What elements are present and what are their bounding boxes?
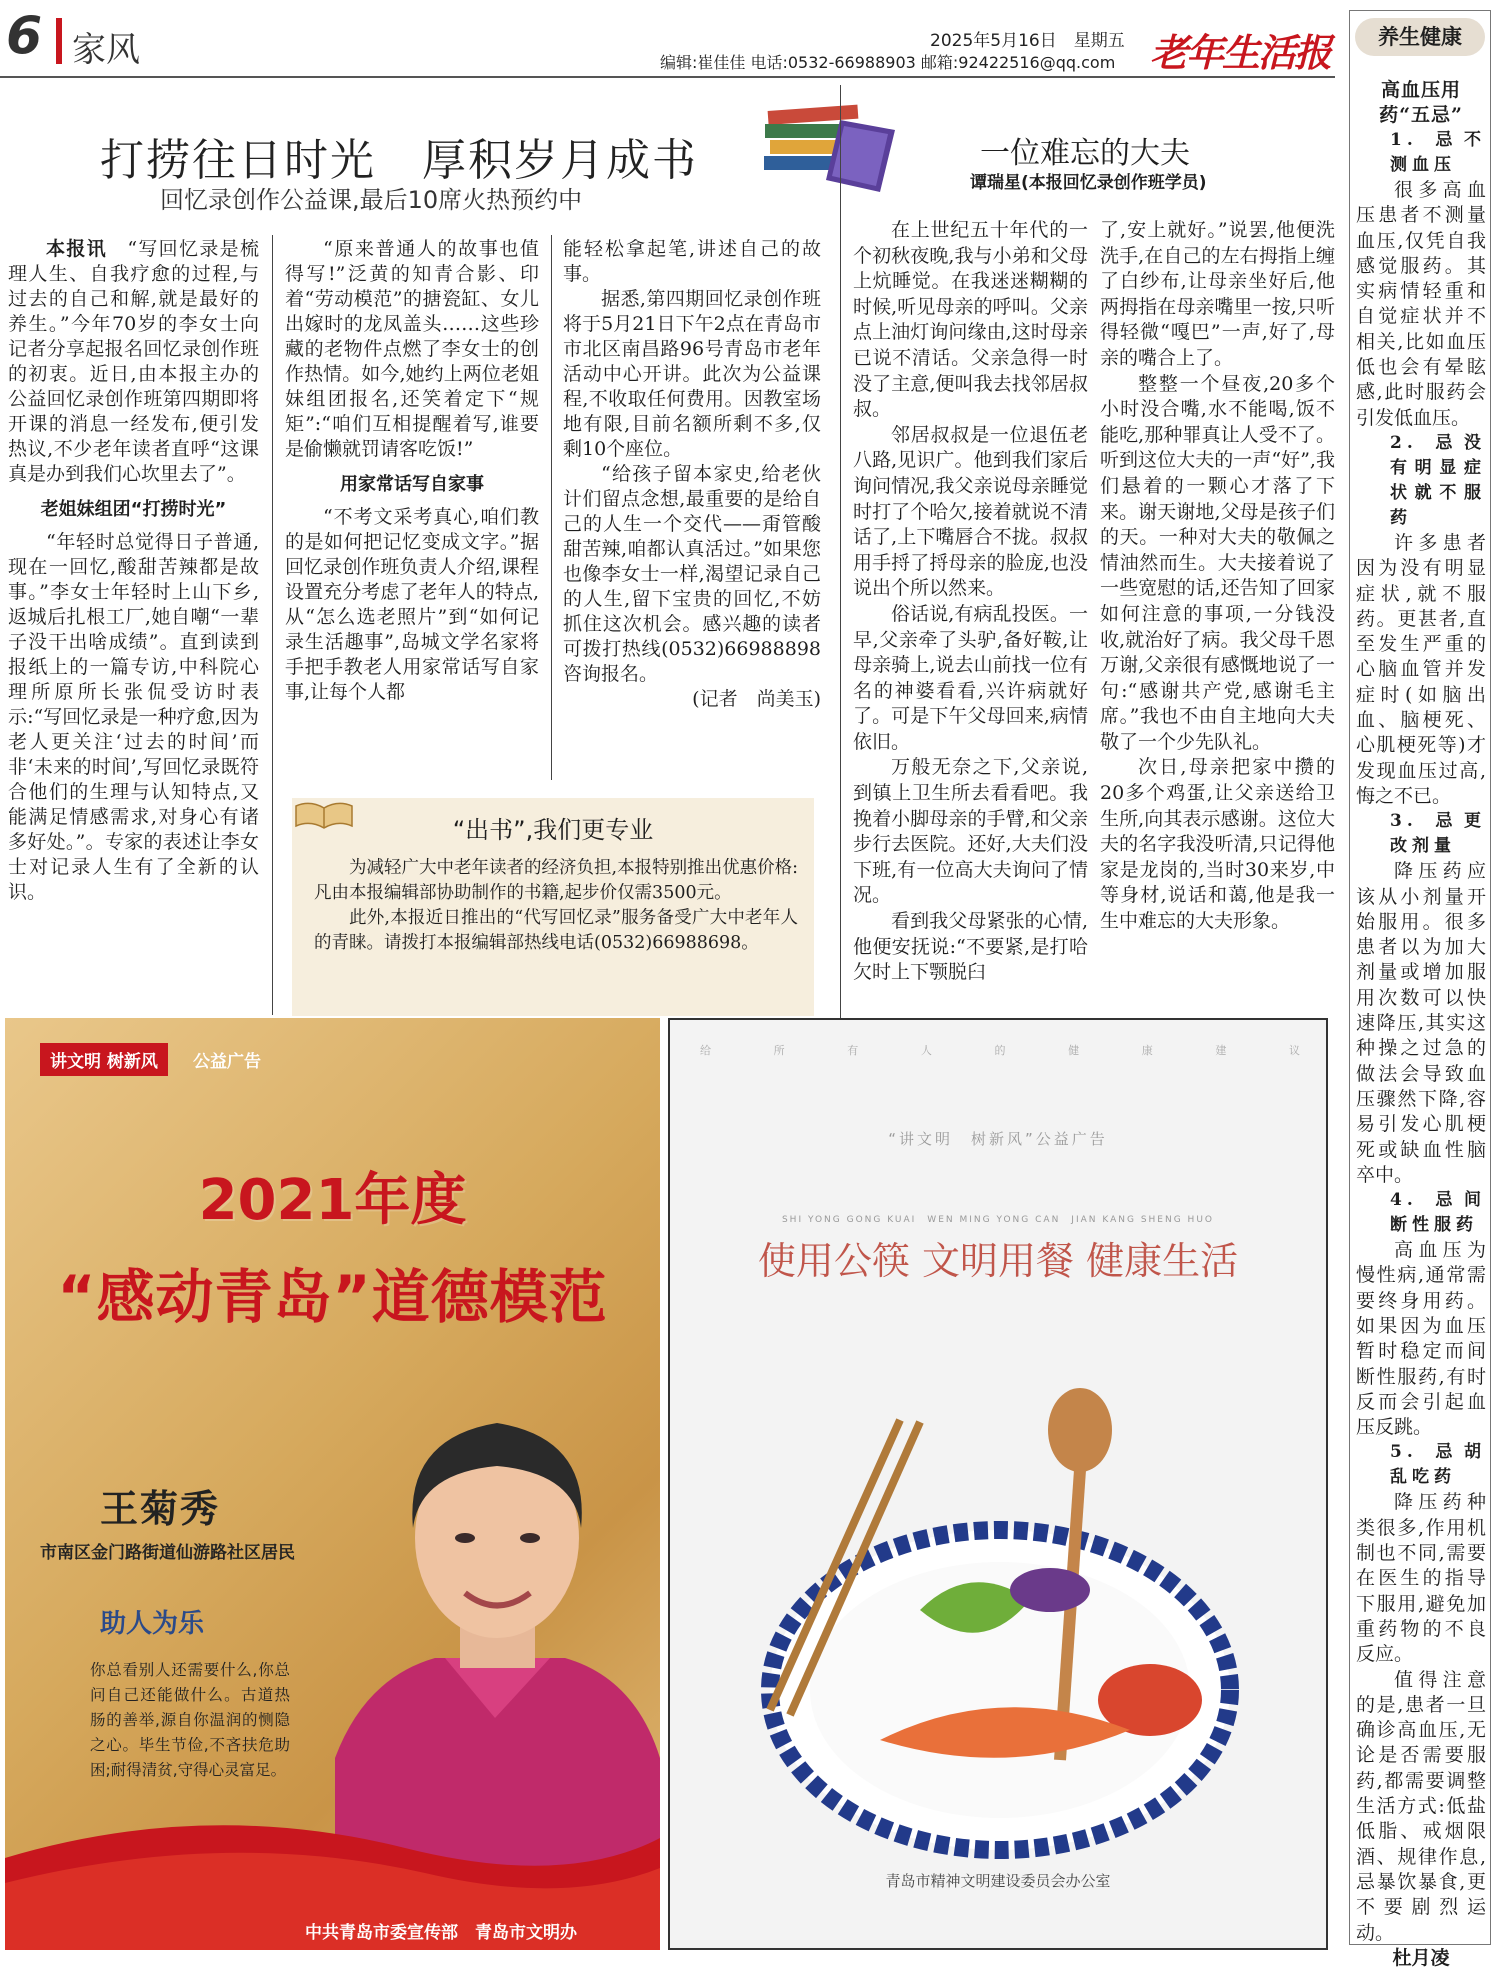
article1-paragraph: “年轻时总觉得日子普通,现在一回忆,酸甜苦辣都是故事。”李女士年轻时上山下乡,返城后扎根工厂,她自嘲“一辈子没干出啥成绩”。直到读到报纸上的一篇专访,中科院心理所原所长张侃受访时表示:“写回忆录是一种疗愈,因为老人更关注‘过去的时间’而非‘未来的时间’,写回忆录既符合他们的生理与认知特点,又能满足情感需求,对身心有诸多好处。”。专家的表述让李女士对记录人生有了全新的认识。: [8, 531, 259, 903]
top-char: 所: [773, 1044, 785, 1057]
article1-paragraph: “原来普通人的故事也值得写!”泛黄的知青合影、印着“劳动模范”的搪瓷缸、女儿出嫁时的龙凤盖头……这些珍藏的老物件点燃了李女士的创作热情。如今,她约上两位老姐妹组团报名,还笑着定下“规矩”:“咱们互相提醒着写,谁要是偷懒就罚请客吃饭!”: [285, 238, 539, 460]
top-char: 的: [994, 1044, 1006, 1057]
section-divider-bar: [56, 18, 62, 64]
article1-column-2: [285, 237, 539, 705]
top-char: 建: [1215, 1044, 1227, 1057]
model-address: 市南区金门路街道仙游路社区居民: [40, 1543, 295, 1563]
promo-body: [314, 856, 798, 956]
sidebar-subhead: 5. 忌胡乱吃药: [1390, 1442, 1486, 1488]
article2-paragraph: 邻居叔叔是一位退伍老八路,见识广。他到我们家后询问情况,我父亲说母亲睡觉时打了个哈欠,接着就说不清话了,上下嘴唇合不拢。叔叔用手捋了捋母亲的脸庞,也没说出个所以然来。: [853, 423, 1088, 600]
masthead-rule: [0, 76, 1335, 78]
top-char: 议: [1289, 1044, 1300, 1057]
sidebar-paragraph: 降压药应该从小剂量开始服用。很多患者以为加大剂量或增加服用次数可以快速降压,其实这种操之过急的做法会导致血压骤然下降,容易引发心肌梗死或缺血性脑卒中。: [1356, 860, 1486, 1186]
article2-paragraph: 在上世纪五十年代的一个初秋夜晚,我与小弟和父母上炕睡觉。在我迷迷糊糊的时候,听见母亲的呼叫。父亲点上油灯询问缘由,这时母亲已说不清话。父亲急得一时没了主意,便叫我去找邻居叔叔。: [853, 219, 1088, 421]
article1-column-1: [8, 237, 259, 905]
article2-paragraph: 万般无奈之下,父亲说,到镇上卫生所去看看吧。我挽着小脚母亲的手臂,和父亲步行去医院。还好,大夫们没下班,有一位高大夫询问了情况。: [853, 756, 1088, 907]
section-name: 家风: [72, 30, 140, 70]
ad-title: “感动青岛”道德模范: [57, 1263, 608, 1331]
article2-paragraph: 整整一个昼夜,20多个小时没合嘴,水不能喝,饭不能吃,那种罪真让人受不了。听到这位大夫的一声“好”,我们悬着的一颗心才落了下来。谢天谢地,父母是孩子们的天。一种对大夫的敬佩之情油然而生。大夫接着说了一些宽慰的话,还告知了回家如何注意的事项,一分钱没收,就治好了病。我父母千恩万谢,父亲很有感慨地说了一句:“感谢共产党,感谢毛主席。”我也不由自主地向大夫敬了一个少先队礼。: [1100, 372, 1335, 753]
sidebar-paragraph: 很多高血压患者不测量血压,仅凭自我感觉服药。其实病情轻重和自觉症状并不相关,比如血压低也会有晕眩感,此时服药会引发低血压。: [1356, 179, 1486, 429]
ad-pinyin: SHI YONG GONG KUAI WEN MING YONG CAN JIAN KANG SHENG HUO: [781, 1215, 1215, 1225]
column-rule: [272, 235, 273, 1015]
model-name: 王菊秀: [100, 1487, 221, 1531]
sidebar-body: [1356, 78, 1486, 1971]
article2-author: 谭瑞星(本报回忆录创作班学员): [970, 173, 1207, 193]
plate-illustration: [750, 1360, 1250, 1860]
newspaper-logo: 老年生活报: [1150, 30, 1331, 75]
article-headline: 打捞往日时光 厚积岁月成书: [100, 135, 698, 186]
article-deck: 回忆录创作公益课,最后10席火热预约中: [160, 186, 583, 214]
issue-date: 2025年5月16日 星期五: [930, 31, 1125, 51]
ad-footer: 中共青岛市委宣传部 青岛市文明办: [305, 1923, 577, 1943]
top-char: 人: [920, 1044, 932, 1057]
article1-paragraph: 能轻松拿起笔,讲述自己的故事。: [563, 238, 821, 285]
ad-right-footer: 青岛市精神文明建设委员会办公室: [885, 1872, 1111, 1890]
article1-subhead-1: 老姐妹组团“打捞时光”: [40, 499, 227, 520]
column-rule: [551, 235, 552, 780]
promo-paragraph: 为减轻广大中老年读者的经济负担,本报特别推出优惠价格:凡由本报编辑部协助制作的书籍,起步价仅需3500元。: [314, 858, 798, 903]
article2-paragraph: 次日,母亲把家中攒的20多个鸡蛋,让父亲送给卫生所,向其表示感谢。这位大夫的名字我没听清,只记得他家是龙岗的,当时30来岁,中等身材,说话和蔼,他是我一生中难忘的大夫形象。: [1100, 756, 1335, 933]
top-char: 康: [1141, 1044, 1153, 1057]
ad-year: 2021年度: [198, 1168, 467, 1233]
article1-paragraph: “不考文采考真心,咱们教的是如何把记忆变成文字。”据回忆录创作班负责人介绍,课程设置充分考虑了老年人的特点,从“怎么选老照片”到“如何记录生活趣事”,岛城文学名家将手把手教老人用家常话写自家事,让每个人都: [285, 506, 539, 703]
article2-title: 一位难忘的大夫: [980, 136, 1190, 171]
article1-column-3: [563, 237, 821, 712]
sidebar-tag: 养生健康: [1355, 18, 1485, 56]
sidebar-subhead: 2. 忌没有明显症状就不服药: [1390, 432, 1486, 528]
article1-paragraph: 据悉,第四期回忆录创作班将于5月21日下午2点在青岛市市北区南昌路96号青岛市老年活动中心开讲。此次为公益课程,不收取任何费用。因教室场地有限,目前名额所剩不多,仅剩10个座位。: [563, 288, 821, 460]
model-category: 助人为乐: [100, 1609, 205, 1639]
sidebar-subhead: 3. 忌更改剂量: [1390, 811, 1486, 857]
article1-subhead-2: 用家常话写自家事: [340, 474, 484, 495]
top-char: 给: [700, 1044, 711, 1057]
top-char: 健: [1068, 1044, 1080, 1057]
sidebar-title: 高血压用药“五忌”: [1379, 79, 1463, 126]
top-char: 有: [847, 1044, 859, 1057]
ad-subtitle: “讲文明 树新风”公益广告: [888, 1130, 1108, 1148]
article2-paragraph: 看到我父母紧张的心情,他便安抚说:“不要紧,是打哈欠时上下颚脱臼: [853, 910, 1088, 984]
books-icon: [760, 100, 910, 200]
byline: (记者 尚美玉): [692, 688, 821, 710]
ad-tag-2: 公益广告: [193, 1052, 261, 1072]
ad-tag: 讲文明 树新风: [40, 1043, 168, 1076]
article1-paragraph: “给孩子留本家史,给老伙计们留点念想,最重要的是给自己的人生一个交代——甭管酸甜苦辣,咱都认真活过。”如果您也像李女士一样,渴望记录自己的人生,留下宝贵的回忆,不妨抓住这次机会。感兴趣的读者可拨打热线(0532)66988898咨询报名。: [563, 463, 821, 685]
sidebar-subhead: 4. 忌间断性服药: [1390, 1190, 1486, 1236]
page-number: 6: [6, 6, 43, 66]
sidebar-paragraph: 降压药种类很多,作用机制也不同,需要在医生的指导下服用,避免加重药物的不良反应。: [1356, 1491, 1486, 1666]
moral-model-ad: [5, 1018, 660, 1950]
article2-paragraph: 了,安上就好。”说罢,他便洗洗手,在自己的左右拇指上缠了白纱布,让母亲坐好后,他两拇指在母亲嘴里一按,只听得轻微“嘎巴”一声,好了,母亲的嘴合上了。: [1100, 219, 1335, 369]
promo-title: “出书”,我们更专业: [452, 816, 654, 844]
model-description: 你总看别人还需要什么,你总问自己还能做什么。古道热肠的善举,源自你温润的恻隐之心。毕生节俭,不吝扶危助困;耐得清贫,守得心灵富足。: [90, 1661, 290, 1779]
public-chopsticks-ad: [668, 1018, 1328, 1950]
article2-column-2: [1100, 218, 1335, 935]
promo-paragraph: 此外,本报近日推出的“代写回忆录”服务备受广大中老年人的青睐。请拨打本报编辑部热线电话(0532)66988698。: [314, 908, 798, 953]
sidebar-paragraph: 高血压为慢性病,通常需要终身用药。如果因为血压暂时稳定而间断性服药,有时反而会引起血压反跳。: [1356, 1239, 1486, 1439]
article2-paragraph: 俗话说,有病乱投医。一早,父亲牵了头驴,备好鞍,让母亲骑上,说去山前找一位有名的神婆看看,兴许病就好了。可是下午父母回来,病情依旧。: [853, 602, 1088, 753]
sidebar-paragraph: 值得注意的是,患者一旦确诊高血压,无论是否需要服药,都需要调整生活方式:低盐低脂、戒烟限酒、规律作息,忌暴饮暴食,更不要剧烈运动。: [1356, 1668, 1486, 1944]
sidebar-subhead: 1. 忌不测血压: [1390, 130, 1486, 175]
ad-slogan: 使用公筷 文明用餐 健康生活: [757, 1239, 1239, 1283]
sidebar-paragraph: 许多患者因为没有明显症状,就不服药。更甚者,直至发生严重的心脑血管并发症时(如脑出血、脑梗死、心肌梗死等)才发现血压过高,悔之不已。: [1356, 531, 1486, 807]
promo-box: [292, 798, 814, 1016]
top-character-row: [700, 1042, 1300, 1058]
article1-paragraph: “写回忆录是梳理人生、自我疗愈的过程,与过去的自己和解,就是最好的养生。”今年70岁的李女士向记者分享起报名回忆录创作班的初衷。近日,由本报主办的公益回忆录创作班第四期即将开课的消息一经发布,便引发热议,不少老年读者直呼“这课真是办到我们心坎里去了”。: [8, 238, 259, 485]
editor-contact: 编辑:崔佳佳 电话:0532-66988903 邮箱:92422516@qq.com: [660, 53, 1116, 72]
article2-column-1: [853, 218, 1088, 986]
news-lead: 本报讯: [46, 238, 107, 260]
sidebar-author: 杜月凌: [1392, 1946, 1450, 1969]
column-rule: [840, 85, 841, 1020]
